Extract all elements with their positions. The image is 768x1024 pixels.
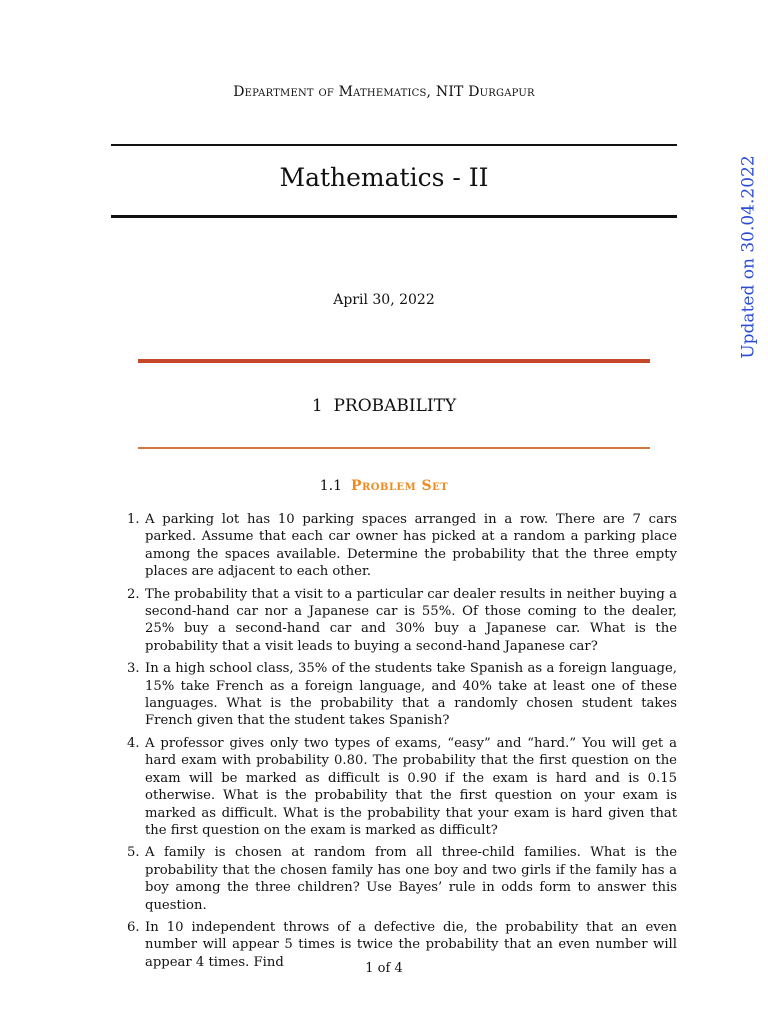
problem-text: A parking lot has 10 parking spaces arranged in a row. There are 7 cars parked. Assume that each car owner has picked at a random a parking place among the spaces available. Determine the probability that the three empty places are adjacent to each other. (145, 512, 677, 580)
section-bottom-rule (138, 447, 650, 449)
subsection-title: Problem Set (350, 478, 449, 494)
problem-number: 1. (127, 512, 140, 527)
document-date: April 30, 2022 (333, 292, 435, 308)
problem-item (111, 844, 677, 914)
problem-number: 4. (127, 735, 140, 751)
page-number: 1 of 4 (365, 961, 403, 976)
problem-item (111, 735, 677, 839)
problem-text: In 10 independent throws of a defective die, the probability that an even number will appear 5 times is twice the probability that an even number will appear 4 times. Find (145, 919, 677, 970)
section-heading (0, 396, 768, 416)
title-top-rule (111, 144, 677, 146)
problem-text: A family is chosen at random from all three-child families. What is the probability that the chosen family has one boy and two girls if the family has a boy among the three children? Use Bayes’ rule in odds form to answer this question. (145, 845, 677, 913)
problem-text: In a high school class, 35% of the students take Spanish as a foreign language, 15% take French as a foreign language, and 40% take at least one of these languages. What is the probability that a randomly chosen student takes French given that the student takes Spanish? (145, 661, 677, 729)
problem-text: The probability that a visit to a particular car dealer results in neither buying a second-hand car nor a Japanese car is 55%. Of those coming to the dealer, 25% buy a second-hand car and 30% buy a Japanese car. What is the probability that a visit leads to buying a second-hand Japanese car? (145, 586, 677, 654)
problem-list (111, 511, 677, 976)
problem-number: 6. (127, 919, 140, 935)
section-number: 1 (311, 396, 323, 416)
title-bottom-rule (111, 215, 677, 218)
problem-item (111, 586, 677, 656)
update-side-note-text: Updated on 30.04.2022 (738, 155, 759, 359)
section-top-rule (138, 359, 650, 363)
update-side-note (736, 155, 760, 359)
section-title: PROBABILITY (333, 396, 457, 416)
problem-text: A professor gives only two types of exams, “easy” and “hard.” You will get a hard exam with probability 0.80. The probability that the first question on the exam will be marked as difficult is 0.90 if the exam is hard and is 0.15 otherwise. What is the probability that the first question on your exam is marked as difficult. What is the probability that your exam is hard given that the first question on the exam is marked as difficult? (145, 735, 677, 838)
department-heading: Department of Mathematics, NIT Durgapur (233, 84, 535, 100)
problem-item (111, 660, 677, 730)
subsection-heading (0, 478, 768, 494)
problem-number: 2. (127, 586, 140, 602)
problem-number: 3. (127, 661, 140, 677)
problem-item (111, 511, 677, 581)
subsection-number: 1.1 (319, 478, 343, 494)
document-title: Mathematics - II (279, 163, 489, 192)
problem-number: 5. (127, 845, 140, 861)
